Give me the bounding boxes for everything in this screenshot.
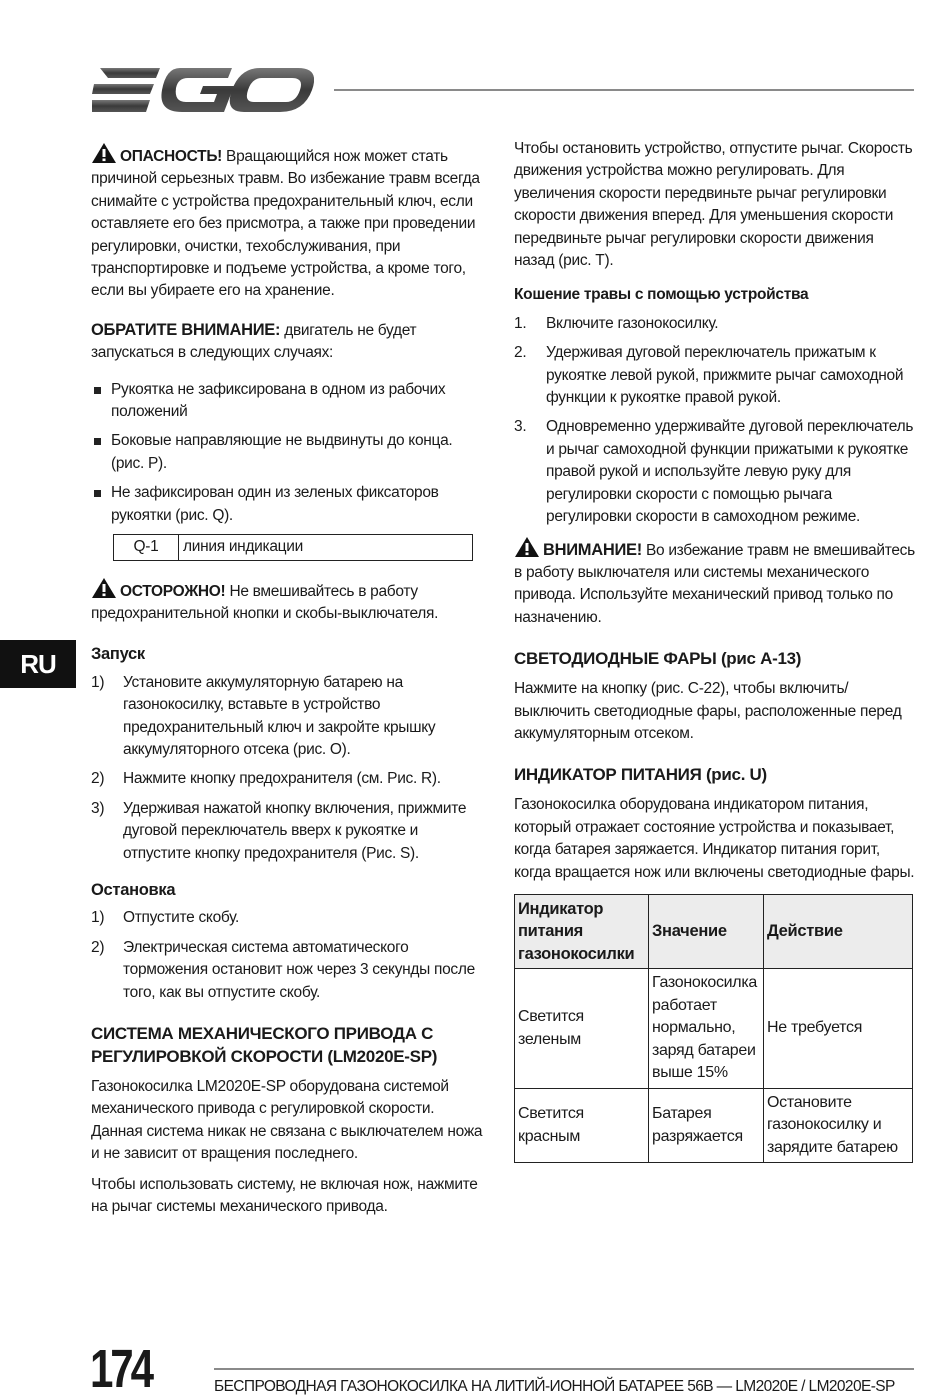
step-text: Установите аккумуляторную батарею на газонокосилку, вставьте в устройство предохранительный ключ и закройте крышку аккумуляторного отсека (рис. O).: [123, 673, 436, 758]
warning-triangle-icon: [91, 577, 117, 599]
caution-paragraph: [91, 577, 487, 626]
list-item: [91, 907, 487, 929]
caution-label: ОСТОРОЖНО!: [120, 582, 226, 600]
notice-label: ОБРАТИТЕ ВНИМАНИЕ:: [91, 320, 281, 339]
list-item: Боковые направляющие не выдвинуты до конца. (рис. P).: [91, 430, 487, 475]
table-cell: Газонокосилка работает нормально, заряд батареи выше 15%: [649, 969, 764, 1089]
drive-paragraph-1: Газонокосилка LM2020E-SP оборудована системой механического привода с регулировкой скорости. Данная система никак не связана с выключателем ножа и не зависит от вращения последнего.: [91, 1078, 483, 1163]
drive-heading: СИСТЕМА МЕХАНИЧЕСКОГО ПРИВОДА С РЕГУЛИРОВКОЙ СКОРОСТИ (LM2020E-SP): [91, 1024, 438, 1066]
language-tab: RU: [0, 640, 76, 688]
danger-text: Вращающийся нож может стать причиной серьезных травм. Во избежание травм всегда снимайте с устройства предохранительный ключ, если оставляете его без присмотра, а также при проведении регулировки, очистки, техобслуживания, при транспортировке и подъеме устройства, а кроме того, если вы убираете его на хранение.: [91, 148, 480, 300]
table-header: Действие: [764, 894, 913, 969]
danger-label: ОПАСНОСТЬ!: [120, 148, 223, 165]
table-header-row: [515, 894, 913, 969]
left-column: [91, 142, 487, 1226]
start-steps: [91, 672, 487, 865]
step-number: 1): [91, 909, 105, 927]
table-cell: Светится красным: [515, 1088, 649, 1163]
list-item: [514, 342, 916, 409]
notice-paragraph: [91, 319, 487, 365]
table-row: [515, 969, 913, 1089]
table-cell: Батарея разряжается: [649, 1088, 764, 1163]
step-number: 3): [91, 799, 105, 817]
notice-text: двигатель не будет запускаться в следующих случаях:: [91, 321, 417, 362]
page-number: 174: [90, 1339, 151, 1399]
drive-paragraph-2: Чтобы использовать систему, не включая нож, нажмите на рычаг системы механического привода.: [91, 1175, 478, 1216]
led-heading: СВЕТОДИОДНЫЕ ФАРЫ (рис A-13): [514, 649, 802, 669]
power-indicator-table: [514, 894, 913, 1164]
step-text: Удерживая дуговой переключатель прижатым к рукоятке левой рукой, прижмите рычаг самоходной функции к рукоятке правой рукой.: [546, 344, 904, 407]
q1-label: линия индикации: [179, 535, 473, 560]
stop-heading: Остановка: [91, 880, 176, 899]
mowing-heading: Кошение травы с помощью устройства: [514, 286, 809, 304]
list-item: [91, 672, 487, 762]
footer-rule: [214, 1368, 914, 1370]
warning-text: Во избежание травм не вмешивайтесь в работу выключателя или системы механического привода. Используйте механический привод только по назначению.: [514, 541, 915, 626]
ego-logo: [92, 64, 314, 116]
step-number: 3.: [514, 418, 527, 436]
table-cell: Не требуется: [764, 969, 913, 1089]
mowing-steps: [514, 313, 916, 529]
danger-paragraph: [91, 142, 487, 303]
list-item: Не зафиксирован один из зеленых фиксаторов рукоятки (рис. Q).: [91, 482, 487, 527]
header-rule: [334, 89, 914, 91]
table-cell: Светится зеленым: [515, 969, 649, 1089]
stop-steps: [91, 907, 487, 1004]
step-number: 2): [91, 770, 105, 788]
table-header: Значение: [649, 894, 764, 969]
step-text: Удерживая нажатой кнопку включения, прижмите дуговой переключатель вверх к рукоятке и отпустите кнопку предохранителя (Рис. S).: [123, 799, 467, 862]
list-item: [514, 416, 916, 528]
step-number: 1.: [514, 314, 527, 332]
footer-title: БЕСПРОВОДНАЯ ГАЗОНОКОСИЛКА НА ЛИТИЙ-ИОННОЙ БАТАРЕЕ 56В — LM2020E / LM2020E-SP: [214, 1378, 895, 1395]
step-text: Одновременно удерживайте дуговой переключатель и рычаг самоходной функции прижатыми к рукоятке правой рукой и используйте левую руку для регулировки скорости с помощью рычага регулировки скорости в самоходном режиме.: [546, 418, 914, 526]
right-column: [514, 138, 916, 1163]
warning-label: ВНИМАНИЕ!: [543, 540, 642, 559]
step-text: Включите газонокосилку.: [546, 314, 719, 332]
step-number: 2.: [514, 344, 527, 362]
step-number: 2): [91, 938, 105, 956]
step-number: 1): [91, 673, 105, 691]
caution-text: Не вмешивайтесь в работу предохранительной кнопки и скобы-выключателя.: [91, 582, 439, 622]
power-paragraph: Газонокосилка оборудована индикатором питания, который отражает состояние устройства и показывает, когда батарея заряжается. Индикатор питания горит, когда вращается нож или включены светодиодные фары.: [514, 796, 915, 881]
conditions-list: [91, 379, 487, 527]
list-item: Рукоятка не зафиксирована в одном из рабочих положений: [91, 379, 487, 424]
q1-legend-table: [113, 534, 473, 560]
table-row: [515, 1088, 913, 1163]
power-heading: ИНДИКАТОР ПИТАНИЯ (рис. U): [514, 765, 767, 785]
list-item: [91, 798, 487, 865]
step-text: Электрическая система автоматического торможения остановит нож через 3 секунды после того, как вы отпустите скобу.: [123, 938, 475, 1001]
table-cell: Остановите газонокосилку и зарядите батарею: [764, 1088, 913, 1163]
led-paragraph: Нажмите на кнопку (рис. С-22), чтобы включить/ выключить светодиодные фары, расположенные перед аккумуляторным отсеком.: [514, 680, 902, 742]
warning-paragraph: [514, 536, 916, 630]
table-header: Индикатор питания газонокосилки: [515, 894, 649, 969]
stop-device-paragraph: Чтобы остановить устройство, отпустите рычаг. Скорость движения устройства можно регулировать. Для увеличения скорости передвиньте рычаг регулировки скорости движения вперед. Для уменьшения скорости передвиньте рычаг регулировки скорости движения назад (рис. T).: [514, 140, 913, 270]
step-text: Нажмите кнопку предохранителя (см. Рис. R).: [123, 770, 441, 788]
list-item: [514, 313, 916, 335]
warning-triangle-icon: [514, 536, 540, 558]
q1-code: Q-1: [114, 535, 179, 560]
warning-triangle-icon: [91, 142, 117, 164]
list-item: [91, 937, 487, 1004]
step-text: Отпустите скобу.: [123, 909, 240, 927]
start-heading: Запуск: [91, 645, 145, 664]
list-item: [91, 768, 487, 790]
